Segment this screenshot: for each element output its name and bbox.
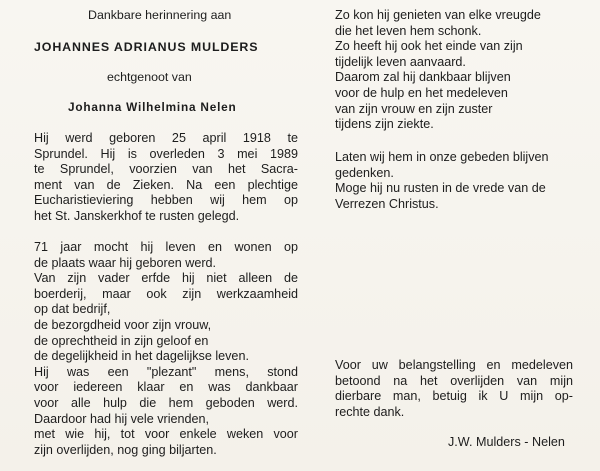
text-line: Daarom zal hij dankbaar blijven	[335, 70, 511, 85]
text-line: Voor uw belangstelling en medeleven	[335, 358, 573, 372]
text-line: boerderij, maar ook zijn werkzaamheid	[34, 286, 298, 301]
text-line: Moge hij nu rusten in de vrede van de	[335, 181, 546, 196]
text-line: op dat bedrijf,	[34, 302, 111, 317]
text-line: 71 jaar mocht hij leven en wonen op	[34, 240, 298, 254]
relation-text: echtgenoot van	[107, 70, 192, 84]
text-line: Verrezen Christus.	[335, 196, 439, 211]
text-line: dierbare man, betuig ik U mijn op-	[335, 389, 573, 404]
text-line: Laten wij hem in onze gebeden blijven	[335, 150, 549, 164]
text-line: te Sprundel, voorzien van het Sacra-	[34, 162, 298, 177]
text-line: de plaats waar hij geboren werd.	[34, 255, 217, 270]
text-line: het St. Janskerkhof te rusten gelegd.	[34, 208, 240, 223]
text-line: tijdens zijn ziekte.	[335, 117, 434, 132]
text-line: voor alle hulp die hem geboden werd.	[34, 395, 298, 410]
text-line: rechte dank.	[335, 404, 405, 419]
text-line: ment van de Zieken. Na een plechtige	[34, 177, 298, 192]
text-line: Eucharistieviering hebben wij hem op	[34, 193, 298, 208]
life-paragraph	[34, 240, 298, 458]
text-line: Daardoor had hij vele vrienden,	[34, 411, 210, 426]
text-line: zijn overlijden, nog ging biljarten.	[34, 442, 217, 457]
text-line: Hij werd geboren 25 april 1918 te	[34, 131, 298, 145]
text-line: voor de hulp en het medeleven	[335, 85, 508, 100]
text-line: de degelijkheid in het dagelijkse leven.	[34, 349, 249, 364]
signature: J.W. Mulders - Nelen	[448, 435, 565, 449]
text-line: de bezorgdheid voor zijn vrouw,	[34, 317, 212, 332]
text-line: met wie hij, tot voor enkele weken voor	[34, 427, 298, 442]
text-line: die het leven hem schonk.	[335, 23, 482, 38]
text-line: Hij was een "plezant" mens, stond	[34, 364, 298, 379]
text-line: Sprundel. Hij is overleden 3 mei 1989	[34, 146, 298, 161]
text-line: Zo heeft hij ook het einde van zijn	[335, 39, 523, 54]
text-line: gedenken.	[335, 165, 394, 180]
text-line: voor iedereen klaar en was dankbaar	[34, 380, 298, 395]
deceased-name: JOHANNES ADRIANUS MULDERS	[34, 40, 259, 54]
text-line: tijdelijk leven aanvaard.	[335, 54, 466, 69]
biography-paragraph	[34, 131, 298, 225]
text-line: van zijn vrouw en zijn zuster	[335, 101, 493, 116]
spouse-name: Johanna Wilhelmina Nelen	[68, 100, 237, 114]
text-line: Zo kon hij genieten van elke vreugde	[335, 8, 541, 22]
poem-paragraph	[335, 8, 573, 133]
text-line: betoond na het overlijden van mijn	[335, 373, 573, 388]
thanks-paragraph	[335, 358, 573, 420]
text-line: de oprechtheid in zijn geloof en	[34, 333, 209, 348]
intro-text: Dankbare herinnering aan	[88, 8, 232, 22]
prayer-paragraph	[335, 150, 573, 212]
text-line: Van zijn vader erfde hij niet alleen de	[34, 271, 298, 286]
